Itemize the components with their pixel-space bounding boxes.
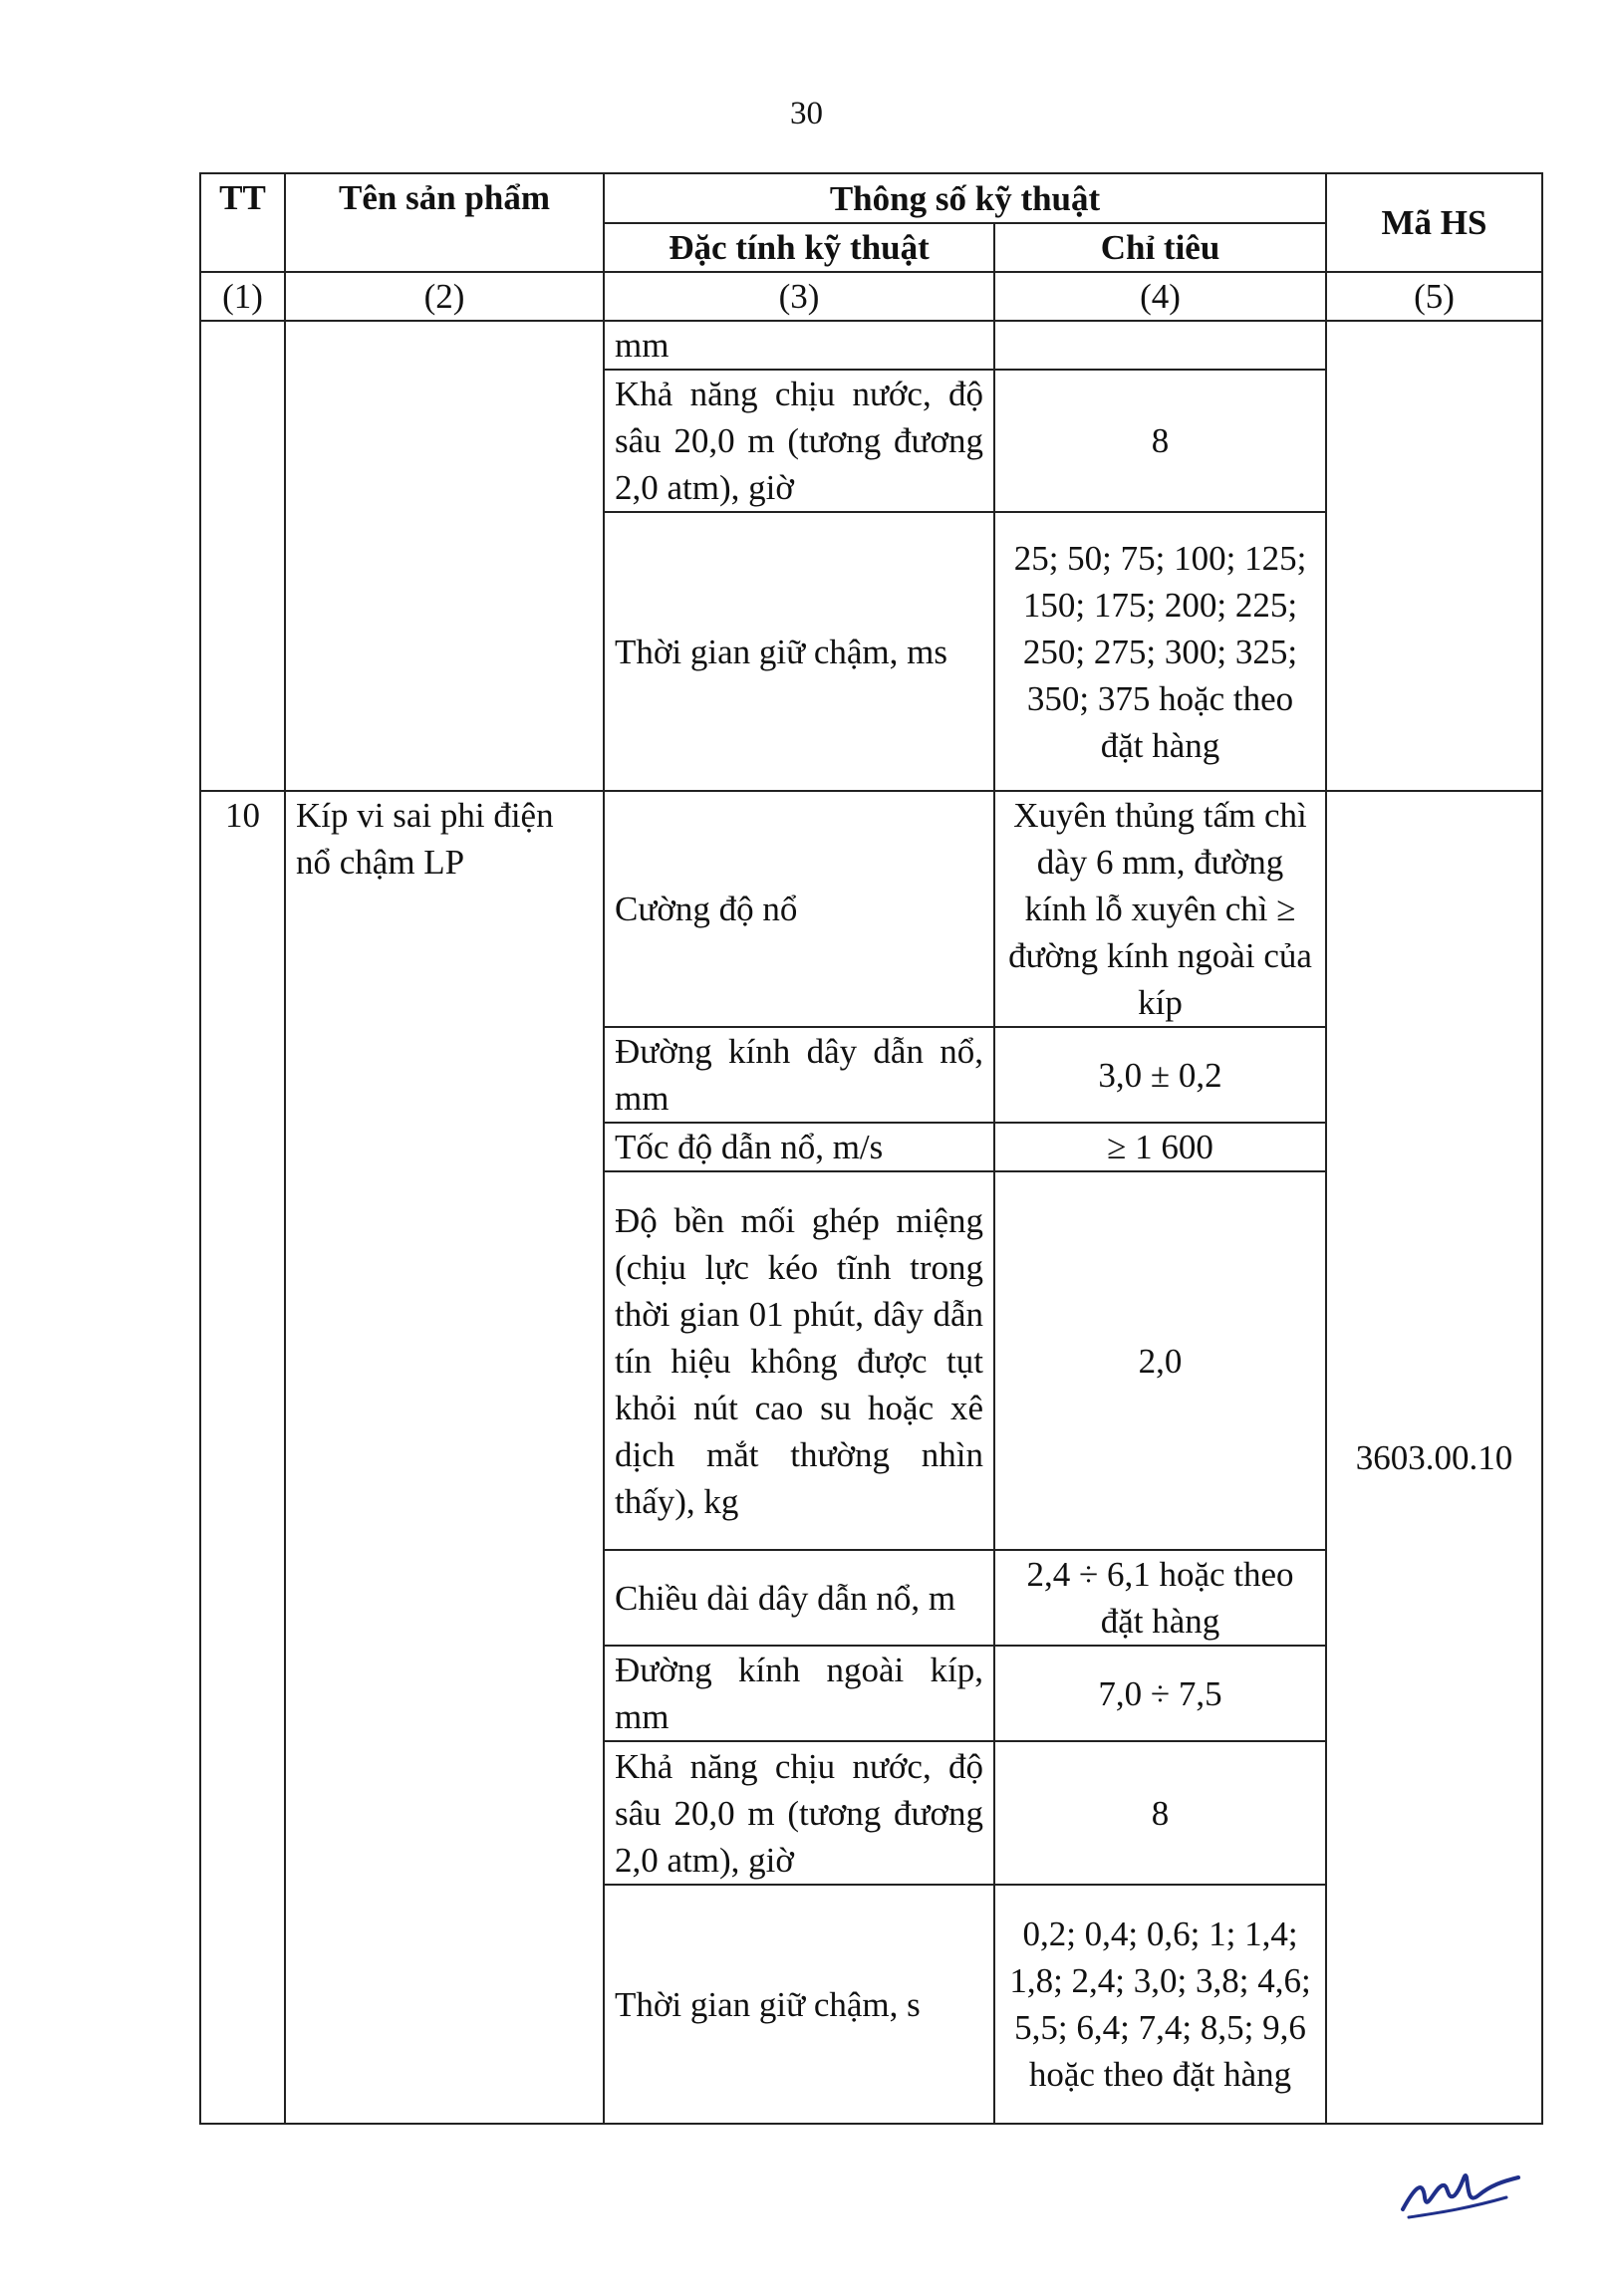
cell-characteristic: Đường kính ngoài kíp, mm: [604, 1646, 994, 1741]
cell-characteristic: Khả năng chịu nước, độ sâu 20,0 m (tương đương 2,0 atm), giờ: [604, 370, 994, 512]
signature-stroke: [1403, 2175, 1518, 2209]
column-number: (2): [285, 272, 604, 321]
cell-indicator: 3,0 ± 0,2: [994, 1027, 1326, 1123]
header-indicator: Chỉ tiêu: [994, 223, 1326, 272]
cell-hs-empty: [1326, 321, 1542, 791]
cell-characteristic: Cường độ nổ: [604, 791, 994, 1027]
table-row: [200, 321, 1542, 370]
column-number: (1): [200, 272, 285, 321]
cell-characteristic: Độ bền mối ghép miệng (chịu lực kéo tĩnh trong thời gian 01 phút, dây dẫn tín hiệu không được tụt khỏi nút cao su hoặc xê dịch mắt thường nhìn thấy), kg: [604, 1171, 994, 1550]
cell-characteristic: Tốc độ dẫn nổ, m/s: [604, 1123, 994, 1171]
cell-indicator: 8: [994, 370, 1326, 512]
cell-tt-empty: [200, 321, 285, 791]
cell-indicator: 8: [994, 1741, 1326, 1885]
cell-indicator: 2,0: [994, 1171, 1326, 1550]
header-tech-specs: Thông số kỹ thuật: [604, 173, 1326, 223]
column-number: (5): [1326, 272, 1542, 321]
cell-hs-code: 3603.00.10: [1326, 791, 1542, 2124]
cell-indicator: 7,0 ÷ 7,5: [994, 1646, 1326, 1741]
cell-indicator: [994, 321, 1326, 370]
cell-characteristic: Thời gian giữ chậm, ms: [604, 512, 994, 791]
page-number: 30: [790, 96, 823, 131]
header-hs-code: Mã HS: [1326, 173, 1542, 272]
table-row: [200, 791, 1542, 1027]
spec-table: [199, 172, 1543, 2125]
header-tt: TT: [200, 173, 285, 272]
column-number: (3): [604, 272, 994, 321]
cell-indicator: 0,2; 0,4; 0,6; 1; 1,4; 1,8; 2,4; 3,0; 3,8; 4,6; 5,5; 6,4; 7,4; 8,5; 9,6 hoặc theo đặt hàng: [994, 1885, 1326, 2124]
cell-characteristic: Thời gian giữ chậm, s: [604, 1885, 994, 2124]
column-number-row: [200, 272, 1542, 321]
header-characteristic: Đặc tính kỹ thuật: [604, 223, 994, 272]
cell-characteristic: mm: [604, 321, 994, 370]
cell-indicator: Xuyên thủng tấm chì dày 6 mm, đường kính lỗ xuyên chì ≥ đường kính ngoài của kíp: [994, 791, 1326, 1027]
cell-product-empty: [285, 321, 604, 791]
cell-product-name: Kíp vi sai phi điện nổ chậm LP: [285, 791, 604, 2124]
cell-tt: 10: [200, 791, 285, 2124]
cell-characteristic: Đường kính dây dẫn nổ, mm: [604, 1027, 994, 1123]
header-product-name: Tên sản phẩm: [285, 173, 604, 272]
cell-indicator: 2,4 ÷ 6,1 hoặc theo đặt hàng: [994, 1550, 1326, 1646]
handwritten-signature: [1395, 2158, 1524, 2227]
cell-characteristic: Khả năng chịu nước, độ sâu 20,0 m (tương đương 2,0 atm), giờ: [604, 1741, 994, 1885]
column-number: (4): [994, 272, 1326, 321]
cell-characteristic: Chiều dài dây dẫn nổ, m: [604, 1550, 994, 1646]
cell-indicator: ≥ 1 600: [994, 1123, 1326, 1171]
cell-indicator: 25; 50; 75; 100; 125; 150; 175; 200; 225; 250; 275; 300; 325; 350; 375 hoặc theo đặt hàng: [994, 512, 1326, 791]
